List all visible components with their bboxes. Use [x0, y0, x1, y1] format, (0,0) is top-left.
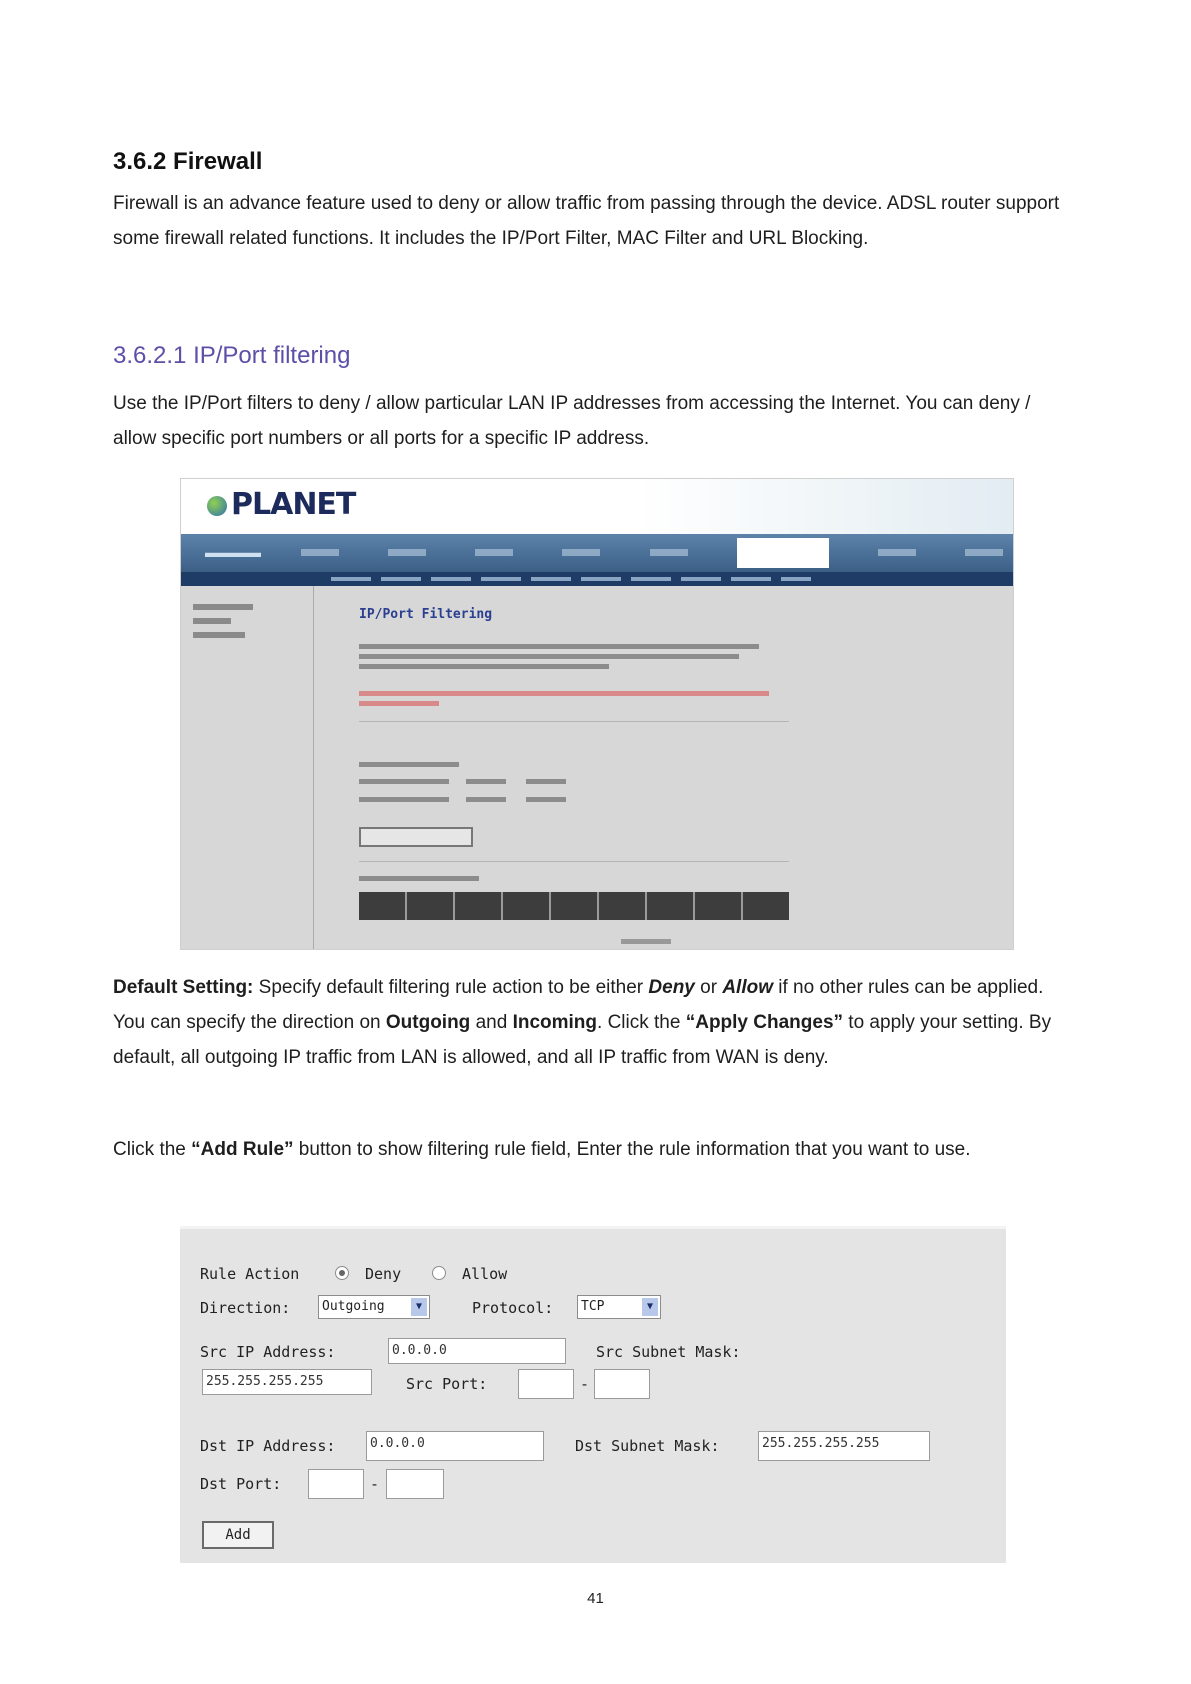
sub-nav: [181, 572, 1013, 586]
globe-icon: [207, 496, 227, 516]
divider: [359, 861, 789, 862]
deny-radio[interactable]: [335, 1266, 349, 1280]
section-heading: 3.6.2 Firewall: [113, 148, 263, 175]
add-button[interactable]: Add: [202, 1521, 274, 1549]
src-port-end-input[interactable]: [594, 1369, 650, 1399]
dst-ip-input[interactable]: 0.0.0.0: [366, 1431, 544, 1461]
add-rule-form-screenshot: [180, 1226, 1006, 1563]
nav-tab[interactable]: [650, 549, 688, 556]
page-number: 41: [587, 1590, 604, 1607]
src-port-start-input[interactable]: [518, 1369, 574, 1399]
src-ip-input[interactable]: 0.0.0.0: [388, 1338, 566, 1364]
src-ip-label: Src IP Address:: [200, 1343, 336, 1361]
description-line: [359, 654, 739, 659]
subsection-heading: 3.6.2.1 IP/Port filtering: [113, 342, 351, 369]
add-rule-para: Click the “Add Rule” button to show filtering rule field, Enter the rule information that you want to use.: [113, 1139, 971, 1160]
dst-port-label: Dst Port:: [200, 1475, 282, 1493]
direction-select[interactable]: Outgoing ▼: [318, 1295, 430, 1319]
dst-ip-label: Dst IP Address:: [200, 1437, 336, 1455]
planet-logo: PLANET: [207, 487, 355, 522]
table-caption: [359, 876, 479, 881]
src-port-label: Src Port:: [406, 1375, 488, 1393]
src-mask-input[interactable]: 255.255.255.255: [202, 1369, 372, 1395]
dst-port-dash: -: [370, 1475, 380, 1493]
side-menu-item[interactable]: [193, 604, 253, 610]
allow-radio[interactable]: [432, 1266, 446, 1280]
dst-port-start-input[interactable]: [308, 1469, 364, 1499]
divider: [359, 721, 789, 722]
nav-tab[interactable]: [562, 549, 600, 556]
nav-tab-active[interactable]: [737, 538, 829, 568]
deny-label: Deny: [365, 1265, 402, 1283]
default-setting-para: Default Setting: Specify default filtering rule action to be either Deny or Allow if no other rules can be applied. You can specify the direction on Outgoing and Incoming. Click the “Apply Changes” to apply your setting. By default, all outgoing IP traffic from LAN is allowed, and all IP traffic from WAN is deny.: [113, 977, 1052, 1068]
outgoing-deny-radio[interactable]: [466, 779, 506, 784]
nav-tab[interactable]: [878, 549, 916, 556]
notice-line: [359, 701, 439, 706]
main-nav: [181, 534, 1013, 572]
side-menu-item[interactable]: [193, 618, 231, 624]
src-mask-label: Src Subnet Mask:: [596, 1343, 741, 1361]
description-line: [359, 644, 759, 649]
allow-label: Allow: [462, 1265, 508, 1283]
chevron-down-icon: ▼: [642, 1298, 658, 1316]
dst-port-end-input[interactable]: [386, 1469, 444, 1499]
nav-tab[interactable]: [965, 549, 1003, 556]
notice-line: [359, 691, 769, 696]
router-header: [181, 479, 1013, 534]
default-settings-label: [359, 762, 459, 767]
direction-label: Direction:: [200, 1299, 291, 1317]
rule-action-label: Rule Action: [200, 1265, 300, 1283]
chevron-down-icon: ▼: [411, 1298, 427, 1316]
subsection-intro: Use the IP/Port filters to deny / allow particular LAN IP addresses from accessing the Internet. You can deny / allow specific port numbers or all ports for a specific IP address.: [113, 393, 1031, 449]
ip-port-filtering-screenshot: [180, 478, 1014, 950]
nav-tab[interactable]: [475, 549, 513, 556]
nav-section-label: ▬▬▬▬: [205, 544, 261, 560]
delete-button[interactable]: [621, 939, 671, 944]
description-line: [359, 664, 609, 669]
protocol-label: Protocol:: [472, 1299, 554, 1317]
outgoing-label: [359, 779, 449, 784]
side-menu-item[interactable]: [193, 632, 245, 638]
protocol-select[interactable]: TCP ▼: [577, 1295, 661, 1319]
page-title: IP/Port Filtering: [359, 607, 493, 622]
incoming-deny-radio[interactable]: [466, 797, 506, 802]
side-menu: [181, 586, 314, 949]
section-intro: Firewall is an advance feature used to deny or allow traffic from passing through the device. ADSL router support some firewall related functions. It includes the IP/Port Filter, MAC Filter and URL Blocking.: [113, 193, 1060, 249]
src-port-dash: -: [580, 1375, 590, 1393]
filter-table-header: [359, 892, 789, 920]
incoming-allow-radio[interactable]: [526, 797, 566, 802]
nav-tab[interactable]: [388, 549, 426, 556]
outgoing-allow-radio[interactable]: [526, 779, 566, 784]
nav-tab[interactable]: [301, 549, 339, 556]
dst-mask-label: Dst Subnet Mask:: [575, 1437, 720, 1455]
apply-changes-button[interactable]: [359, 827, 473, 847]
incoming-label: [359, 797, 449, 802]
dst-mask-input[interactable]: 255.255.255.255: [758, 1431, 930, 1461]
